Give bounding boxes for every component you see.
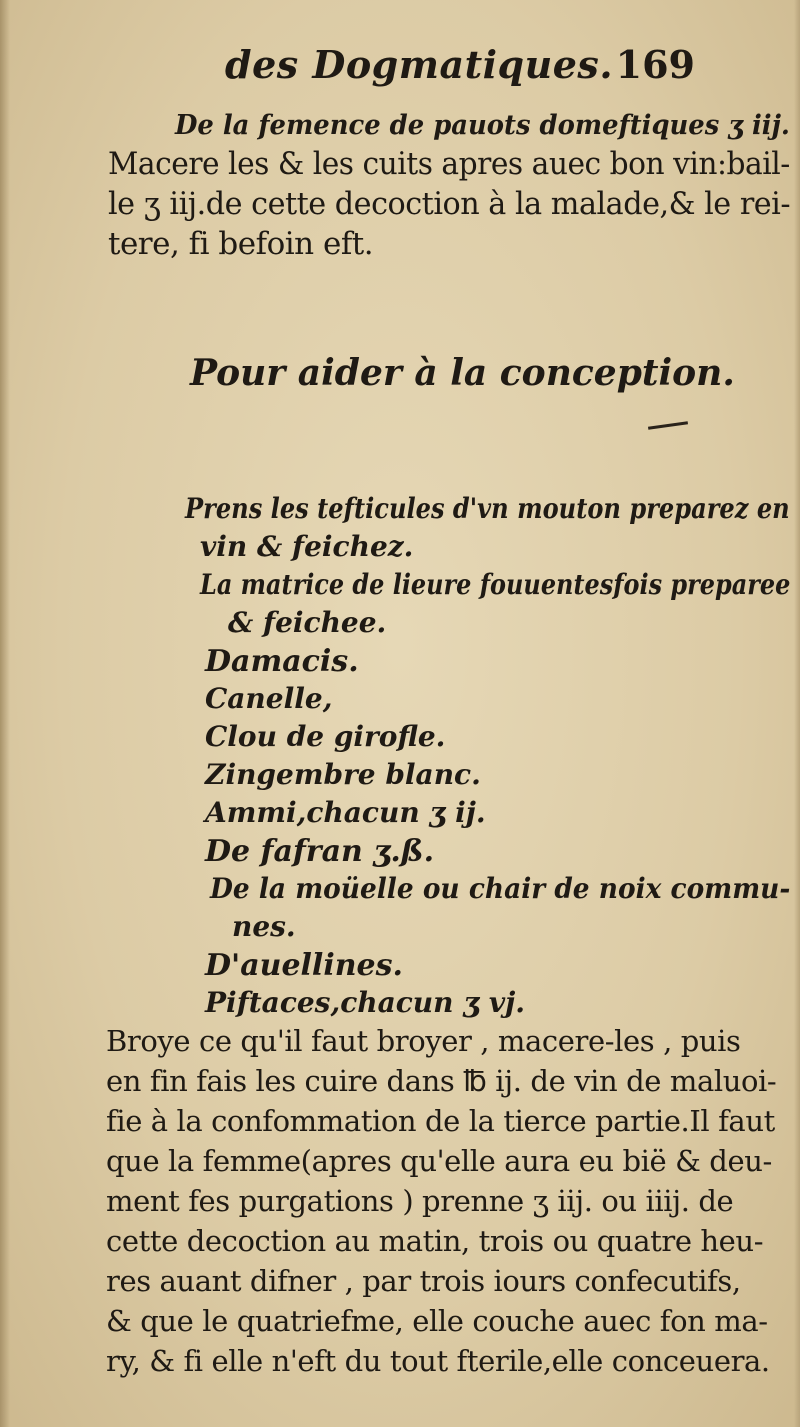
recipe-line: De la moüelle ou chair de noix commu- <box>210 872 791 905</box>
body-line: tere, fi befoin eft. <box>108 226 374 262</box>
recipe-line: Zingembre blanc. <box>205 758 481 791</box>
body-line: fie à la confommation de la tierce partie.Il faut <box>106 1104 775 1138</box>
ingredient-line: De la femence de pauots domeftiques ʒ iij. <box>175 110 790 141</box>
recipe-line: nes. <box>232 910 296 943</box>
recipe-line: Damacis. <box>205 644 359 679</box>
recipe-line: & feichee. <box>228 606 387 639</box>
recipe-line: Prens les tefticules d'vn mouton preparez en <box>185 492 790 525</box>
section-title: Pour aider à la conception. <box>190 352 735 394</box>
body-line: Broye ce qu'il faut broyer , macere-les , puis <box>106 1024 741 1058</box>
body-line: en fin fais les cuire dans ℔ ij. de vin de maluoi- <box>106 1064 777 1098</box>
recipe-line: Canelle, <box>205 682 333 715</box>
body-line: le ʒ iij.de cette decoction à la malade,& le rei- <box>108 186 791 222</box>
body-line: ment fes purgations ) prenne ʒ iij. ou iiij. de <box>106 1184 734 1218</box>
recipe-line: Clou de girofle. <box>205 720 446 753</box>
running-head <box>225 42 695 94</box>
body-line: que la femme(apres qu'elle aura eu bië & deu- <box>106 1144 772 1178</box>
recipe-line: Piftaces,chacun ʒ vj. <box>205 986 526 1019</box>
body-line: cette decoction au matin, trois ou quatre heu- <box>106 1224 764 1258</box>
running-title: des Dogmatiques. <box>225 42 614 87</box>
body-line: Macere les & les cuits apres auec bon vin:bail- <box>108 146 790 182</box>
body-line: ry, & fi elle n'eft du tout fterile,elle conceuera. <box>106 1344 770 1378</box>
page-number: 169 <box>615 42 695 87</box>
recipe-line: vin & feichez. <box>200 530 414 563</box>
decorative-rule <box>648 421 688 430</box>
recipe-line: La matrice de lieure fouuentesfois preparee <box>200 568 791 601</box>
body-line: res auant difner , par trois iours confecutifs, <box>106 1264 741 1298</box>
body-line: & que le quatriefme, elle couche auec fon ma- <box>106 1304 768 1338</box>
recipe-line: De fafran ʒ.ß. <box>205 834 435 869</box>
recipe-line: D'auellines. <box>205 948 403 983</box>
recipe-line: Ammi,chacun ʒ ij. <box>205 796 486 829</box>
